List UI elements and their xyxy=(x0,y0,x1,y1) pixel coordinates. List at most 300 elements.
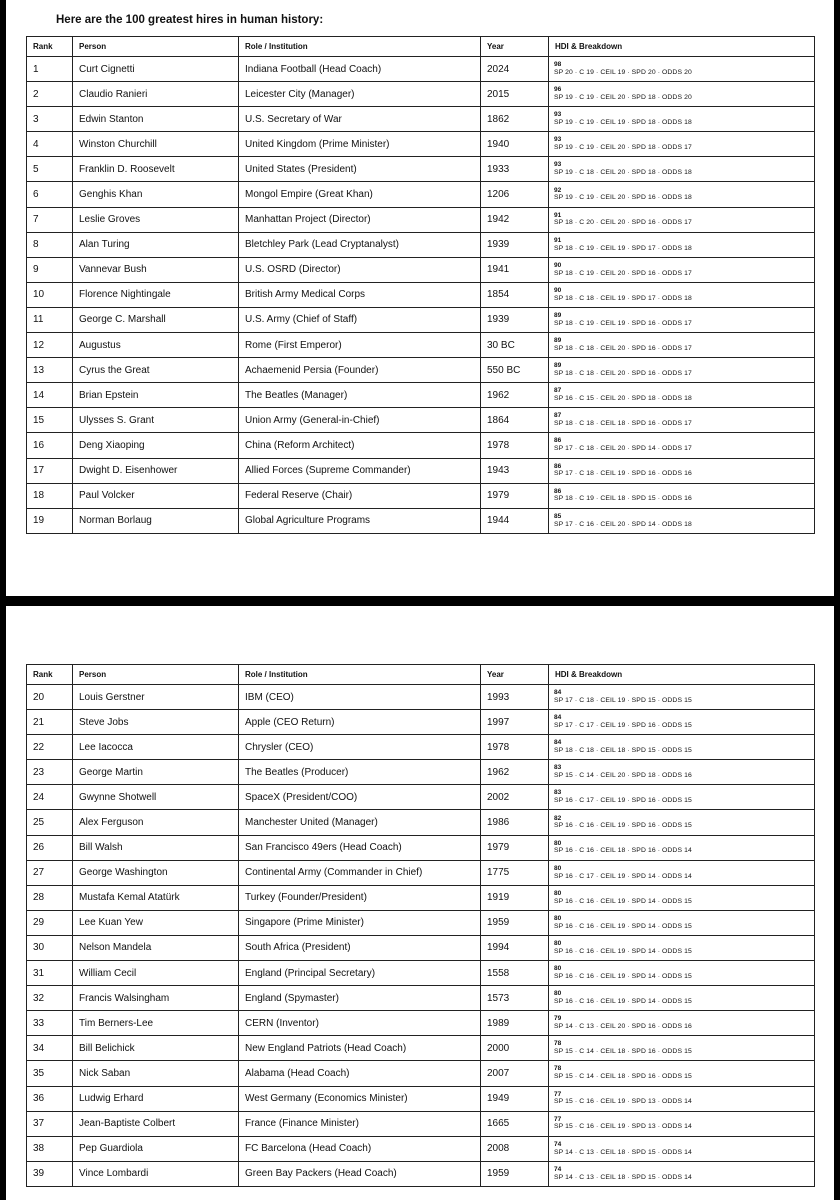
hdi-score: 74 xyxy=(554,1165,562,1173)
hdi-breakdown: SP 17 · C 17 · CEIL 19 · SPD 16 · ODDS 15 xyxy=(554,721,692,729)
year-cell: 2002 xyxy=(481,785,549,810)
role-cell: Mongol Empire (Great Khan) xyxy=(239,182,481,207)
hdi-cell xyxy=(549,1061,815,1086)
rank-cell: 13 xyxy=(27,358,73,383)
hdi-cell xyxy=(549,458,815,483)
year-cell: 1940 xyxy=(481,132,549,157)
rank-cell: 12 xyxy=(27,333,73,358)
document-title: Here are the 100 greatest hires in human history: xyxy=(56,14,324,26)
hdi-breakdown: SP 18 · C 18 · CEIL 20 · SPD 16 · ODDS 17 xyxy=(554,344,692,352)
year-cell: 1919 xyxy=(481,885,549,910)
hdi-cell xyxy=(549,1111,815,1136)
header-year: Year xyxy=(481,665,549,685)
document-page-2 xyxy=(6,606,834,1200)
rank-cell: 20 xyxy=(27,685,73,710)
hdi-breakdown: SP 15 · C 16 · CEIL 19 · SPD 13 · ODDS 14 xyxy=(554,1123,692,1131)
role-cell: Manchester United (Manager) xyxy=(239,810,481,835)
table-row xyxy=(27,1036,815,1061)
rank-cell: 1 xyxy=(27,57,73,82)
hdi-breakdown: SP 19 · C 19 · CEIL 20 · SPD 18 · ODDS 20 xyxy=(554,93,692,101)
year-cell: 1939 xyxy=(481,232,549,257)
hdi-cell xyxy=(549,358,815,383)
hdi-cell xyxy=(549,483,815,508)
role-cell: Allied Forces (Supreme Commander) xyxy=(239,458,481,483)
person-cell: Deng Xiaoping xyxy=(73,433,239,458)
year-cell: 1986 xyxy=(481,810,549,835)
hdi-breakdown: SP 18 · C 18 · CEIL 18 · SPD 15 · ODDS 15 xyxy=(554,747,692,755)
rank-cell: 33 xyxy=(27,1011,73,1036)
rank-cell: 35 xyxy=(27,1061,73,1086)
year-cell: 1939 xyxy=(481,307,549,332)
year-cell: 1997 xyxy=(481,710,549,735)
header-person: Person xyxy=(73,665,239,685)
person-cell: Bill Belichick xyxy=(73,1036,239,1061)
year-cell: 2000 xyxy=(481,1036,549,1061)
person-cell: Dwight D. Eisenhower xyxy=(73,458,239,483)
hdi-score: 80 xyxy=(554,990,562,998)
role-cell: CERN (Inventor) xyxy=(239,1011,481,1036)
hdi-score: 80 xyxy=(554,864,562,872)
hdi-score: 84 xyxy=(554,714,562,722)
table-row xyxy=(27,1136,815,1161)
year-cell: 1775 xyxy=(481,860,549,885)
hdi-cell xyxy=(549,132,815,157)
hdi-cell xyxy=(549,835,815,860)
rank-cell: 36 xyxy=(27,1086,73,1111)
role-cell: Global Agriculture Programs xyxy=(239,508,481,533)
rank-cell: 16 xyxy=(27,433,73,458)
table-body-page-2 xyxy=(27,685,815,1187)
hdi-score: 89 xyxy=(554,337,562,345)
hdi-cell xyxy=(549,986,815,1011)
hdi-breakdown: SP 17 · C 18 · CEIL 19 · SPD 15 · ODDS 15 xyxy=(554,696,692,704)
role-cell: San Francisco 49ers (Head Coach) xyxy=(239,835,481,860)
hdi-breakdown: SP 18 · C 18 · CEIL 18 · SPD 16 · ODDS 17 xyxy=(554,420,692,428)
hdi-score: 74 xyxy=(554,1140,562,1148)
hdi-score: 87 xyxy=(554,412,562,420)
hdi-breakdown: SP 16 · C 16 · CEIL 18 · SPD 16 · ODDS 14 xyxy=(554,847,692,855)
role-cell: New England Patriots (Head Coach) xyxy=(239,1036,481,1061)
person-cell: Louis Gerstner xyxy=(73,685,239,710)
header-year: Year xyxy=(481,37,549,57)
role-cell: Leicester City (Manager) xyxy=(239,82,481,107)
hdi-breakdown: SP 16 · C 16 · CEIL 19 · SPD 16 · ODDS 15 xyxy=(554,822,692,830)
header-role: Role / Institution xyxy=(239,665,481,685)
year-cell: 2008 xyxy=(481,1136,549,1161)
year-cell: 1949 xyxy=(481,1086,549,1111)
hdi-score: 89 xyxy=(554,312,562,320)
hdi-cell xyxy=(549,107,815,132)
hdi-breakdown: SP 18 · C 19 · CEIL 18 · SPD 15 · ODDS 16 xyxy=(554,495,692,503)
hdi-breakdown: SP 17 · C 16 · CEIL 20 · SPD 14 · ODDS 18 xyxy=(554,520,692,528)
hdi-score: 84 xyxy=(554,739,562,747)
table-row xyxy=(27,860,815,885)
role-cell: France (Finance Minister) xyxy=(239,1111,481,1136)
hdi-breakdown: SP 18 · C 19 · CEIL 19 · SPD 16 · ODDS 17 xyxy=(554,319,692,327)
table-row xyxy=(27,57,815,82)
table-row xyxy=(27,810,815,835)
year-cell: 1943 xyxy=(481,458,549,483)
year-cell: 1944 xyxy=(481,508,549,533)
table-row xyxy=(27,935,815,960)
hdi-cell xyxy=(549,885,815,910)
table-row xyxy=(27,1086,815,1111)
role-cell: Rome (First Emperor) xyxy=(239,333,481,358)
hdi-score: 98 xyxy=(554,61,562,69)
hdi-score: 80 xyxy=(554,940,562,948)
table-row xyxy=(27,785,815,810)
rank-cell: 21 xyxy=(27,710,73,735)
year-cell: 2015 xyxy=(481,82,549,107)
person-cell: Vannevar Bush xyxy=(73,257,239,282)
year-cell: 1978 xyxy=(481,735,549,760)
person-cell: Pep Guardiola xyxy=(73,1136,239,1161)
person-cell: Florence Nightingale xyxy=(73,282,239,307)
hdi-breakdown: SP 18 · C 18 · CEIL 19 · SPD 17 · ODDS 18 xyxy=(554,294,692,302)
table-row xyxy=(27,458,815,483)
hdi-score: 78 xyxy=(554,1040,562,1048)
header-hdi: HDI & Breakdown xyxy=(549,37,815,57)
hdi-breakdown: SP 18 · C 19 · CEIL 20 · SPD 16 · ODDS 17 xyxy=(554,269,692,277)
rank-cell: 28 xyxy=(27,885,73,910)
hdi-cell xyxy=(549,935,815,960)
table-header-row xyxy=(27,665,815,685)
person-cell: Francis Walsingham xyxy=(73,986,239,1011)
hdi-breakdown: SP 14 · C 13 · CEIL 18 · SPD 15 · ODDS 14 xyxy=(554,1173,692,1181)
person-cell: Nelson Mandela xyxy=(73,935,239,960)
year-cell: 1962 xyxy=(481,383,549,408)
hdi-cell xyxy=(549,508,815,533)
person-cell: Curt Cignetti xyxy=(73,57,239,82)
person-cell: Lee Kuan Yew xyxy=(73,910,239,935)
hdi-cell xyxy=(549,910,815,935)
hdi-breakdown: SP 14 · C 13 · CEIL 18 · SPD 15 · ODDS 14 xyxy=(554,1148,692,1156)
year-cell: 1989 xyxy=(481,1011,549,1036)
hdi-cell xyxy=(549,307,815,332)
table-row xyxy=(27,433,815,458)
role-cell: Apple (CEO Return) xyxy=(239,710,481,735)
hdi-breakdown: SP 15 · C 14 · CEIL 20 · SPD 18 · ODDS 16 xyxy=(554,772,692,780)
hdi-score: 85 xyxy=(554,512,562,520)
role-cell: Manhattan Project (Director) xyxy=(239,207,481,232)
hdi-cell xyxy=(549,961,815,986)
person-cell: Paul Volcker xyxy=(73,483,239,508)
year-cell: 1941 xyxy=(481,257,549,282)
hdi-cell xyxy=(549,57,815,82)
rank-cell: 38 xyxy=(27,1136,73,1161)
person-cell: Brian Epstein xyxy=(73,383,239,408)
hdi-cell xyxy=(549,810,815,835)
person-cell: Genghis Khan xyxy=(73,182,239,207)
year-cell: 1558 xyxy=(481,961,549,986)
year-cell: 1854 xyxy=(481,282,549,307)
hdi-cell xyxy=(549,232,815,257)
hdi-cell xyxy=(549,408,815,433)
rank-cell: 29 xyxy=(27,910,73,935)
year-cell: 1665 xyxy=(481,1111,549,1136)
hdi-score: 91 xyxy=(554,211,562,219)
year-cell: 1979 xyxy=(481,483,549,508)
hdi-cell xyxy=(549,282,815,307)
year-cell: 1978 xyxy=(481,433,549,458)
year-cell: 1573 xyxy=(481,986,549,1011)
table-row xyxy=(27,408,815,433)
hdi-breakdown: SP 19 · C 19 · CEIL 20 · SPD 18 · ODDS 17 xyxy=(554,144,692,152)
hdi-score: 91 xyxy=(554,236,562,244)
person-cell: George Washington xyxy=(73,860,239,885)
table-row xyxy=(27,1061,815,1086)
hdi-score: 96 xyxy=(554,86,562,94)
hdi-cell xyxy=(549,735,815,760)
hdi-breakdown: SP 16 · C 16 · CEIL 19 · SPD 14 · ODDS 15 xyxy=(554,998,692,1006)
hdi-score: 93 xyxy=(554,136,562,144)
rank-cell: 8 xyxy=(27,232,73,257)
hdi-cell xyxy=(549,433,815,458)
person-cell: Bill Walsh xyxy=(73,835,239,860)
role-cell: Green Bay Packers (Head Coach) xyxy=(239,1161,481,1186)
year-cell: 550 BC xyxy=(481,358,549,383)
hdi-cell xyxy=(549,257,815,282)
person-cell: Alan Turing xyxy=(73,232,239,257)
header-rank: Rank xyxy=(27,665,73,685)
hdi-cell xyxy=(549,785,815,810)
rank-cell: 15 xyxy=(27,408,73,433)
role-cell: West Germany (Economics Minister) xyxy=(239,1086,481,1111)
hdi-score: 80 xyxy=(554,839,562,847)
hdi-score: 93 xyxy=(554,161,562,169)
hdi-cell xyxy=(549,760,815,785)
role-cell: Continental Army (Commander in Chief) xyxy=(239,860,481,885)
person-cell: Leslie Groves xyxy=(73,207,239,232)
role-cell: The Beatles (Producer) xyxy=(239,760,481,785)
role-cell: South Africa (President) xyxy=(239,935,481,960)
hdi-score: 86 xyxy=(554,487,562,495)
hdi-score: 90 xyxy=(554,261,562,269)
header-hdi: HDI & Breakdown xyxy=(549,665,815,685)
person-cell: Winston Churchill xyxy=(73,132,239,157)
table-row xyxy=(27,986,815,1011)
person-cell: Steve Jobs xyxy=(73,710,239,735)
hdi-breakdown: SP 19 · C 18 · CEIL 20 · SPD 18 · ODDS 18 xyxy=(554,169,692,177)
year-cell: 1864 xyxy=(481,408,549,433)
table-row xyxy=(27,257,815,282)
hdi-breakdown: SP 18 · C 20 · CEIL 20 · SPD 16 · ODDS 17 xyxy=(554,219,692,227)
role-cell: FC Barcelona (Head Coach) xyxy=(239,1136,481,1161)
hdi-breakdown: SP 17 · C 18 · CEIL 19 · SPD 16 · ODDS 16 xyxy=(554,470,692,478)
table-row xyxy=(27,383,815,408)
table-row xyxy=(27,685,815,710)
rank-cell: 3 xyxy=(27,107,73,132)
year-cell: 1959 xyxy=(481,910,549,935)
role-cell: United Kingdom (Prime Minister) xyxy=(239,132,481,157)
hdi-breakdown: SP 15 · C 14 · CEIL 18 · SPD 16 · ODDS 15 xyxy=(554,1048,692,1056)
hdi-cell xyxy=(549,82,815,107)
person-cell: Cyrus the Great xyxy=(73,358,239,383)
person-cell: Mustafa Kemal Atatürk xyxy=(73,885,239,910)
role-cell: Federal Reserve (Chair) xyxy=(239,483,481,508)
person-cell: Claudio Ranieri xyxy=(73,82,239,107)
year-cell: 30 BC xyxy=(481,333,549,358)
rank-cell: 39 xyxy=(27,1161,73,1186)
table-row xyxy=(27,282,815,307)
hdi-breakdown: SP 17 · C 18 · CEIL 20 · SPD 14 · ODDS 17 xyxy=(554,445,692,453)
rank-cell: 23 xyxy=(27,760,73,785)
hdi-cell xyxy=(549,710,815,735)
person-cell: Ludwig Erhard xyxy=(73,1086,239,1111)
rank-cell: 26 xyxy=(27,835,73,860)
rank-cell: 34 xyxy=(27,1036,73,1061)
hdi-cell xyxy=(549,860,815,885)
header-person: Person xyxy=(73,37,239,57)
hdi-score: 84 xyxy=(554,689,562,697)
year-cell: 1994 xyxy=(481,935,549,960)
rank-cell: 2 xyxy=(27,82,73,107)
year-cell: 1206 xyxy=(481,182,549,207)
person-cell: Tim Berners-Lee xyxy=(73,1011,239,1036)
role-cell: United States (President) xyxy=(239,157,481,182)
person-cell: Ulysses S. Grant xyxy=(73,408,239,433)
hdi-score: 86 xyxy=(554,437,562,445)
year-cell: 1979 xyxy=(481,835,549,860)
hdi-cell xyxy=(549,383,815,408)
role-cell: England (Spymaster) xyxy=(239,986,481,1011)
hdi-score: 78 xyxy=(554,1065,562,1073)
role-cell: U.S. Army (Chief of Staff) xyxy=(239,307,481,332)
hdi-score: 86 xyxy=(554,462,562,470)
rank-cell: 19 xyxy=(27,508,73,533)
rank-cell: 6 xyxy=(27,182,73,207)
table-row xyxy=(27,107,815,132)
year-cell: 1959 xyxy=(481,1161,549,1186)
role-cell: Union Army (General-in-Chief) xyxy=(239,408,481,433)
rank-cell: 17 xyxy=(27,458,73,483)
person-cell: Nick Saban xyxy=(73,1061,239,1086)
hdi-score: 93 xyxy=(554,111,562,119)
table-row xyxy=(27,508,815,533)
hdi-cell xyxy=(549,1161,815,1186)
rank-cell: 7 xyxy=(27,207,73,232)
hdi-breakdown: SP 19 · C 19 · CEIL 19 · SPD 18 · ODDS 18 xyxy=(554,119,692,127)
table-row xyxy=(27,961,815,986)
person-cell: Lee Iacocca xyxy=(73,735,239,760)
hdi-cell xyxy=(549,1086,815,1111)
hdi-score: 80 xyxy=(554,889,562,897)
role-cell: U.S. OSRD (Director) xyxy=(239,257,481,282)
year-cell: 1862 xyxy=(481,107,549,132)
rank-cell: 31 xyxy=(27,961,73,986)
table-row xyxy=(27,157,815,182)
rank-cell: 24 xyxy=(27,785,73,810)
rank-cell: 22 xyxy=(27,735,73,760)
person-cell: William Cecil xyxy=(73,961,239,986)
hdi-breakdown: SP 19 · C 19 · CEIL 20 · SPD 16 · ODDS 18 xyxy=(554,194,692,202)
person-cell: Gwynne Shotwell xyxy=(73,785,239,810)
hdi-score: 87 xyxy=(554,387,562,395)
hdi-breakdown: SP 16 · C 17 · CEIL 19 · SPD 14 · ODDS 14 xyxy=(554,872,692,880)
role-cell: England (Principal Secretary) xyxy=(239,961,481,986)
hdi-score: 77 xyxy=(554,1115,562,1123)
hdi-cell xyxy=(549,1036,815,1061)
rank-cell: 30 xyxy=(27,935,73,960)
table-row xyxy=(27,483,815,508)
hdi-breakdown: SP 16 · C 15 · CEIL 20 · SPD 18 · ODDS 18 xyxy=(554,395,692,403)
year-cell: 2024 xyxy=(481,57,549,82)
table-row xyxy=(27,358,815,383)
hdi-breakdown: SP 14 · C 13 · CEIL 20 · SPD 16 · ODDS 16 xyxy=(554,1023,692,1031)
table-row xyxy=(27,207,815,232)
table-row xyxy=(27,333,815,358)
document-page-1 xyxy=(6,0,834,596)
rank-cell: 32 xyxy=(27,986,73,1011)
hdi-score: 89 xyxy=(554,362,562,370)
table-row xyxy=(27,885,815,910)
header-role: Role / Institution xyxy=(239,37,481,57)
hdi-score: 83 xyxy=(554,789,562,797)
rank-cell: 27 xyxy=(27,860,73,885)
year-cell: 2007 xyxy=(481,1061,549,1086)
year-cell: 1993 xyxy=(481,685,549,710)
person-cell: Franklin D. Roosevelt xyxy=(73,157,239,182)
table-row xyxy=(27,735,815,760)
person-cell: Augustus xyxy=(73,333,239,358)
table-row xyxy=(27,1111,815,1136)
hdi-score: 80 xyxy=(554,914,562,922)
hdi-breakdown: SP 16 · C 17 · CEIL 19 · SPD 16 · ODDS 15 xyxy=(554,797,692,805)
table-row xyxy=(27,1161,815,1186)
hdi-score: 92 xyxy=(554,186,562,194)
rank-cell: 5 xyxy=(27,157,73,182)
rank-cell: 9 xyxy=(27,257,73,282)
person-cell: Jean-Baptiste Colbert xyxy=(73,1111,239,1136)
table-row xyxy=(27,232,815,257)
role-cell: U.S. Secretary of War xyxy=(239,107,481,132)
hdi-cell xyxy=(549,333,815,358)
hdi-breakdown: SP 16 · C 16 · CEIL 19 · SPD 14 · ODDS 15 xyxy=(554,972,692,980)
role-cell: Alabama (Head Coach) xyxy=(239,1061,481,1086)
role-cell: SpaceX (President/COO) xyxy=(239,785,481,810)
person-cell: Alex Ferguson xyxy=(73,810,239,835)
table-row xyxy=(27,710,815,735)
role-cell: Singapore (Prime Minister) xyxy=(239,910,481,935)
hdi-breakdown: SP 16 · C 16 · CEIL 19 · SPD 14 · ODDS 15 xyxy=(554,897,692,905)
hdi-score: 90 xyxy=(554,286,562,294)
year-cell: 1933 xyxy=(481,157,549,182)
role-cell: IBM (CEO) xyxy=(239,685,481,710)
person-cell: Vince Lombardi xyxy=(73,1161,239,1186)
table-row xyxy=(27,835,815,860)
hdi-score: 82 xyxy=(554,814,562,822)
table-row xyxy=(27,307,815,332)
role-cell: The Beatles (Manager) xyxy=(239,383,481,408)
role-cell: Indiana Football (Head Coach) xyxy=(239,57,481,82)
table-row xyxy=(27,910,815,935)
hdi-cell xyxy=(549,182,815,207)
rank-cell: 18 xyxy=(27,483,73,508)
role-cell: Turkey (Founder/President) xyxy=(239,885,481,910)
table-row xyxy=(27,1011,815,1036)
hdi-breakdown: SP 15 · C 16 · CEIL 19 · SPD 13 · ODDS 14 xyxy=(554,1098,692,1106)
hdi-breakdown: SP 16 · C 16 · CEIL 19 · SPD 14 · ODDS 15 xyxy=(554,922,692,930)
person-cell: George C. Marshall xyxy=(73,307,239,332)
table-header-row xyxy=(27,37,815,57)
rank-cell: 25 xyxy=(27,810,73,835)
rank-cell: 4 xyxy=(27,132,73,157)
hdi-breakdown: SP 20 · C 19 · CEIL 19 · SPD 20 · ODDS 20 xyxy=(554,68,692,76)
year-cell: 1962 xyxy=(481,760,549,785)
role-cell: Bletchley Park (Lead Cryptanalyst) xyxy=(239,232,481,257)
hdi-breakdown: SP 15 · C 14 · CEIL 18 · SPD 16 · ODDS 15 xyxy=(554,1073,692,1081)
person-cell: George Martin xyxy=(73,760,239,785)
